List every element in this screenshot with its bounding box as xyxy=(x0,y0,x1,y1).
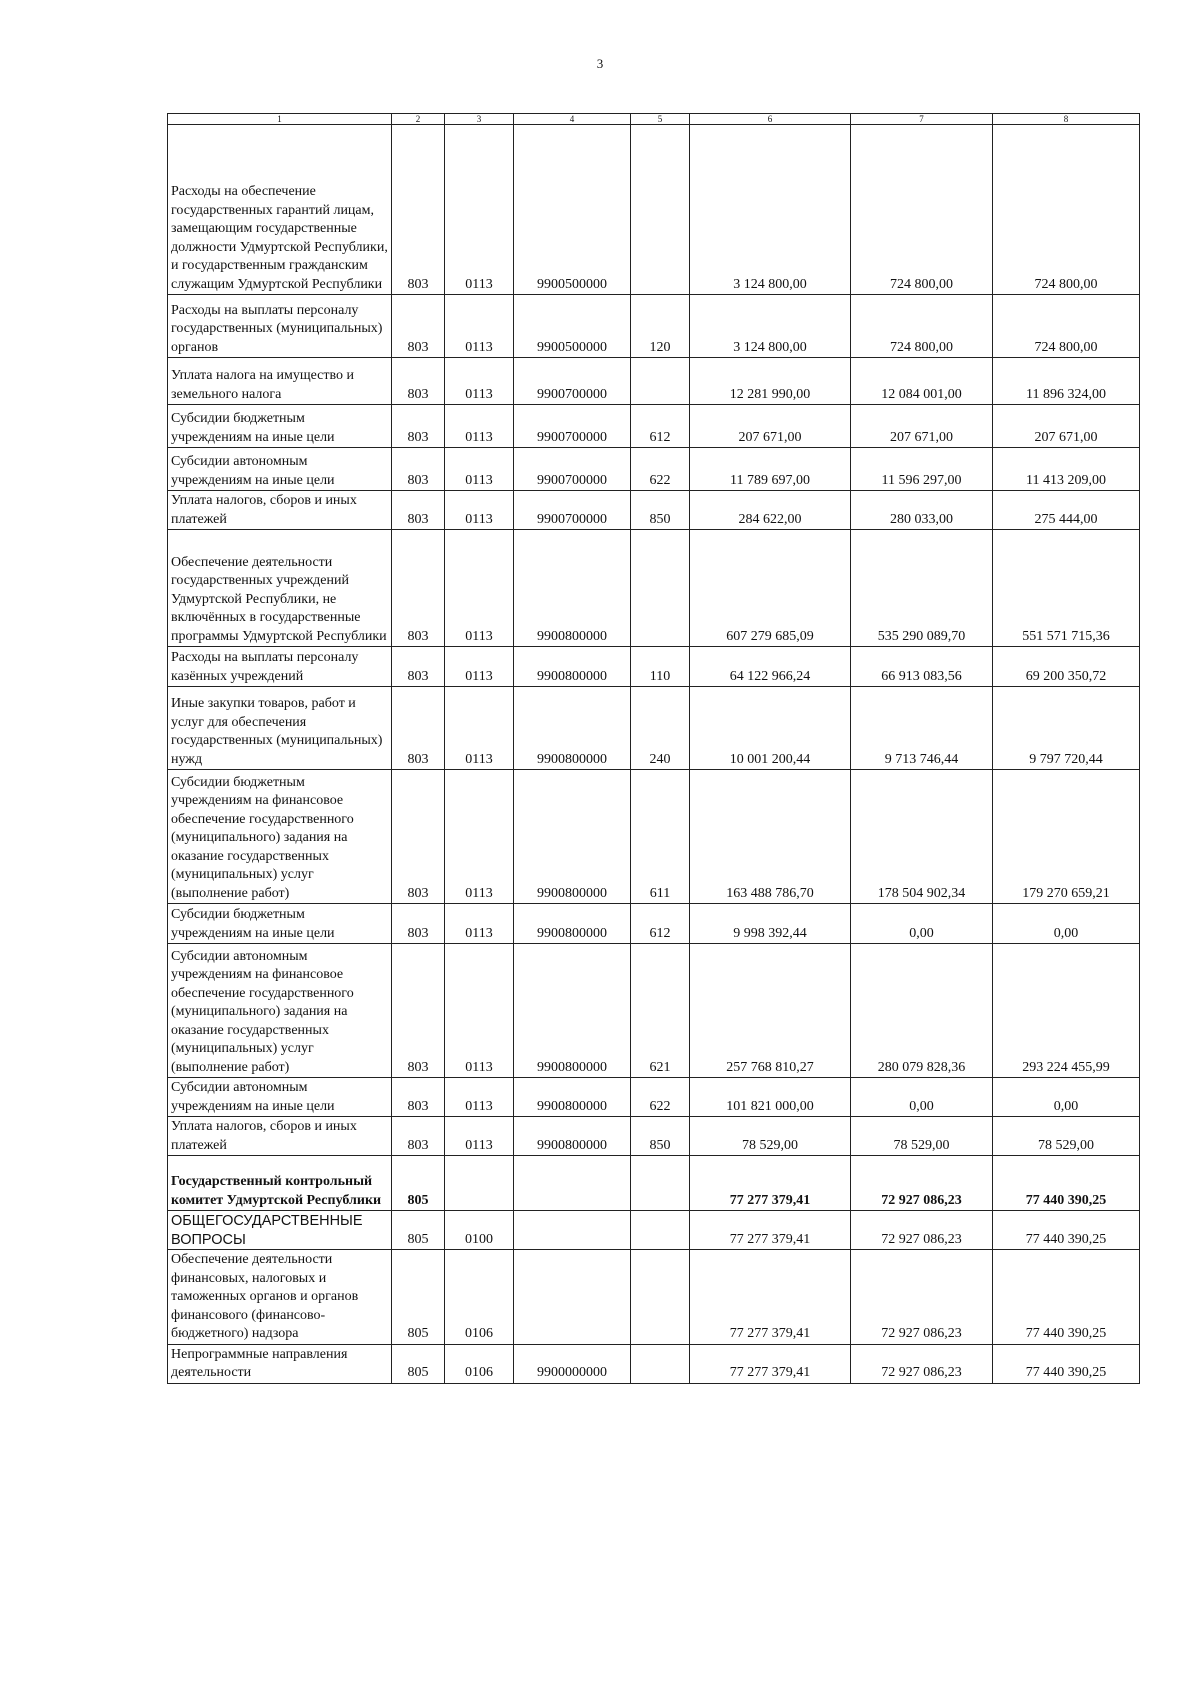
row-name-cell: Государственный контрольный комитет Удмуртской Республики xyxy=(168,1156,392,1211)
target-article-cell: 9900700000 xyxy=(514,405,631,448)
ministry-code-cell: 805 xyxy=(392,1211,445,1250)
section-code-cell: 0113 xyxy=(445,904,514,944)
amount-year1-cell: 77 277 379,41 xyxy=(690,1156,851,1211)
section-code-cell: 0113 xyxy=(445,1117,514,1156)
row-name-cell: Субсидии автономным учреждениям на иные цели xyxy=(168,448,392,491)
ministry-code-cell: 803 xyxy=(392,1117,445,1156)
section-code-cell: 0106 xyxy=(445,1344,514,1383)
header-row xyxy=(168,114,1140,125)
section-code-cell: 0113 xyxy=(445,448,514,491)
table-row xyxy=(168,904,1140,944)
amount-year1-cell: 607 279 685,09 xyxy=(690,530,851,647)
expense-type-cell: 622 xyxy=(631,448,690,491)
expense-type-cell: 612 xyxy=(631,904,690,944)
ministry-code-cell: 803 xyxy=(392,530,445,647)
target-article-cell xyxy=(514,1211,631,1250)
amount-year2-cell: 66 913 083,56 xyxy=(851,647,993,687)
amount-year2-cell: 207 671,00 xyxy=(851,405,993,448)
table-row xyxy=(168,530,1140,647)
amount-year1-cell: 9 998 392,44 xyxy=(690,904,851,944)
amount-year2-cell: 0,00 xyxy=(851,1078,993,1117)
amount-year3-cell: 78 529,00 xyxy=(993,1117,1140,1156)
amount-year3-cell: 207 671,00 xyxy=(993,405,1140,448)
expense-type-cell xyxy=(631,530,690,647)
target-article-cell: 9900700000 xyxy=(514,491,631,530)
amount-year2-cell: 72 927 086,23 xyxy=(851,1344,993,1383)
section-code-cell: 0100 xyxy=(445,1211,514,1250)
amount-year1-cell: 77 277 379,41 xyxy=(690,1211,851,1250)
expense-type-cell xyxy=(631,1156,690,1211)
ministry-code-cell: 803 xyxy=(392,904,445,944)
target-article-cell: 9900500000 xyxy=(514,125,631,295)
amount-year1-cell: 163 488 786,70 xyxy=(690,770,851,904)
amount-year1-cell: 77 277 379,41 xyxy=(690,1250,851,1345)
amount-year1-cell: 10 001 200,44 xyxy=(690,687,851,770)
row-name-cell: Субсидии автономным учреждениям на финансовое обеспечение государственного (муниципального) задания на оказание государственных (муниципальных) услуг (выполнение работ) xyxy=(168,944,392,1078)
table-row xyxy=(168,405,1140,448)
amount-year1-cell: 11 789 697,00 xyxy=(690,448,851,491)
amount-year2-cell: 178 504 902,34 xyxy=(851,770,993,904)
section-code-cell: 0113 xyxy=(445,358,514,405)
row-name-cell: Субсидии автономным учреждениям на иные цели xyxy=(168,1078,392,1117)
amount-year3-cell: 77 440 390,25 xyxy=(993,1250,1140,1345)
row-name-cell: Субсидии бюджетным учреждениям на иные цели xyxy=(168,405,392,448)
table-row xyxy=(168,770,1140,904)
amount-year2-cell: 72 927 086,23 xyxy=(851,1211,993,1250)
amount-year1-cell: 207 671,00 xyxy=(690,405,851,448)
amount-year2-cell: 9 713 746,44 xyxy=(851,687,993,770)
page-number: 3 xyxy=(596,56,604,71)
amount-year3-cell: 551 571 715,36 xyxy=(993,530,1140,647)
amount-year1-cell: 3 124 800,00 xyxy=(690,295,851,358)
amount-year2-cell: 78 529,00 xyxy=(851,1117,993,1156)
amount-year2-cell: 280 079 828,36 xyxy=(851,944,993,1078)
row-name-cell: Субсидии бюджетным учреждениям на финансовое обеспечение государственного (муниципального) задания на оказание государственных (муниципальных) услуг (выполнение работ) xyxy=(168,770,392,904)
row-name-cell: ОБЩЕГОСУДАРСТВЕННЫЕ ВОПРОСЫ xyxy=(168,1211,392,1250)
amount-year3-cell: 77 440 390,25 xyxy=(993,1344,1140,1383)
row-name-cell: Расходы на выплаты персоналу государственных (муниципальных) органов xyxy=(168,295,392,358)
expense-type-cell: 850 xyxy=(631,491,690,530)
amount-year2-cell: 12 084 001,00 xyxy=(851,358,993,405)
amount-year2-cell: 535 290 089,70 xyxy=(851,530,993,647)
amount-year3-cell: 0,00 xyxy=(993,1078,1140,1117)
target-article-cell: 9900800000 xyxy=(514,1078,631,1117)
section-code-cell: 0113 xyxy=(445,491,514,530)
expense-type-cell xyxy=(631,1250,690,1345)
table-row xyxy=(168,491,1140,530)
section-code-cell: 0113 xyxy=(445,687,514,770)
row-name-cell: Иные закупки товаров, работ и услуг для обеспечения государственных (муниципальных) нужд xyxy=(168,687,392,770)
amount-year3-cell: 69 200 350,72 xyxy=(993,647,1140,687)
ministry-code-cell: 803 xyxy=(392,647,445,687)
expense-type-cell xyxy=(631,1211,690,1250)
target-article-cell: 9900700000 xyxy=(514,358,631,405)
ministry-code-cell: 805 xyxy=(392,1344,445,1383)
table-row xyxy=(168,358,1140,405)
ministry-code-cell: 803 xyxy=(392,491,445,530)
table-header xyxy=(168,114,1140,125)
amount-year2-cell: 724 800,00 xyxy=(851,125,993,295)
row-name-cell: Уплата налога на имущество и земельного налога xyxy=(168,358,392,405)
amount-year1-cell: 257 768 810,27 xyxy=(690,944,851,1078)
amount-year3-cell: 11 896 324,00 xyxy=(993,358,1140,405)
section-code-cell: 0113 xyxy=(445,944,514,1078)
amount-year3-cell: 77 440 390,25 xyxy=(993,1156,1140,1211)
amount-year2-cell: 72 927 086,23 xyxy=(851,1250,993,1345)
target-article-cell: 9900800000 xyxy=(514,904,631,944)
target-article-cell: 9900800000 xyxy=(514,1117,631,1156)
header-cell: 2 xyxy=(392,114,445,125)
target-article-cell: 9900500000 xyxy=(514,295,631,358)
ministry-code-cell: 805 xyxy=(392,1250,445,1345)
target-article-cell xyxy=(514,1156,631,1211)
row-name-cell: Субсидии бюджетным учреждениям на иные цели xyxy=(168,904,392,944)
ministry-code-cell: 805 xyxy=(392,1156,445,1211)
amount-year3-cell: 724 800,00 xyxy=(993,125,1140,295)
amount-year3-cell: 179 270 659,21 xyxy=(993,770,1140,904)
table-row xyxy=(168,1156,1140,1211)
table-row xyxy=(168,647,1140,687)
expense-type-cell: 850 xyxy=(631,1117,690,1156)
section-code-cell: 0113 xyxy=(445,770,514,904)
amount-year2-cell: 0,00 xyxy=(851,904,993,944)
amount-year3-cell: 0,00 xyxy=(993,904,1140,944)
header-cell: 1 xyxy=(168,114,392,125)
target-article-cell: 9900800000 xyxy=(514,770,631,904)
amount-year1-cell: 64 122 966,24 xyxy=(690,647,851,687)
table-row xyxy=(168,1344,1140,1383)
amount-year1-cell: 12 281 990,00 xyxy=(690,358,851,405)
row-name-cell: Непрограммные направления деятельности xyxy=(168,1344,392,1383)
ministry-code-cell: 803 xyxy=(392,687,445,770)
table-row xyxy=(168,687,1140,770)
section-code-cell: 0106 xyxy=(445,1250,514,1345)
target-article-cell: 9900700000 xyxy=(514,448,631,491)
ministry-code-cell: 803 xyxy=(392,125,445,295)
amount-year2-cell: 11 596 297,00 xyxy=(851,448,993,491)
section-code-cell: 0113 xyxy=(445,405,514,448)
amount-year1-cell: 101 821 000,00 xyxy=(690,1078,851,1117)
amount-year3-cell: 724 800,00 xyxy=(993,295,1140,358)
target-article-cell: 9900800000 xyxy=(514,944,631,1078)
ministry-code-cell: 803 xyxy=(392,1078,445,1117)
ministry-code-cell: 803 xyxy=(392,448,445,491)
table-row xyxy=(168,125,1140,295)
amount-year1-cell: 78 529,00 xyxy=(690,1117,851,1156)
ministry-code-cell: 803 xyxy=(392,944,445,1078)
ministry-code-cell: 803 xyxy=(392,358,445,405)
target-article-cell: 9900800000 xyxy=(514,530,631,647)
target-article-cell xyxy=(514,1250,631,1345)
row-name-cell: Уплата налогов, сборов и иных платежей xyxy=(168,491,392,530)
amount-year1-cell: 3 124 800,00 xyxy=(690,125,851,295)
row-name-cell: Обеспечение деятельности финансовых, налоговых и таможенных органов и органов финансового (финансово-бюджетного) надзора xyxy=(168,1250,392,1345)
table-row xyxy=(168,1117,1140,1156)
table-row xyxy=(168,448,1140,491)
target-article-cell: 9900800000 xyxy=(514,687,631,770)
amount-year3-cell: 77 440 390,25 xyxy=(993,1211,1140,1250)
section-code-cell: 0113 xyxy=(445,1078,514,1117)
budget-table xyxy=(167,113,1140,1384)
amount-year1-cell: 284 622,00 xyxy=(690,491,851,530)
expense-type-cell: 120 xyxy=(631,295,690,358)
expense-type-cell xyxy=(631,1344,690,1383)
expense-type-cell: 621 xyxy=(631,944,690,1078)
expense-type-cell: 240 xyxy=(631,687,690,770)
table-row xyxy=(168,1211,1140,1250)
expense-type-cell: 110 xyxy=(631,647,690,687)
ministry-code-cell: 803 xyxy=(392,405,445,448)
expense-type-cell xyxy=(631,125,690,295)
table-row xyxy=(168,944,1140,1078)
table-row xyxy=(168,1078,1140,1117)
header-cell: 3 xyxy=(445,114,514,125)
target-article-cell: 9900800000 xyxy=(514,647,631,687)
row-name-cell: Уплата налогов, сборов и иных платежей xyxy=(168,1117,392,1156)
row-name-cell: Обеспечение деятельности государственных учреждений Удмуртской Республики, не включённых в государственные программы Удмуртской Республики xyxy=(168,530,392,647)
table-body xyxy=(168,125,1140,1384)
amount-year3-cell: 293 224 455,99 xyxy=(993,944,1140,1078)
header-cell: 5 xyxy=(631,114,690,125)
amount-year3-cell: 275 444,00 xyxy=(993,491,1140,530)
row-name-cell: Расходы на выплаты персоналу казённых учреждений xyxy=(168,647,392,687)
header-cell: 4 xyxy=(514,114,631,125)
row-name-cell: Расходы на обеспечение государственных гарантий лицам, замещающим государственные должности Удмуртской Республики, и государственным гражданским служащим Удмуртской Республики xyxy=(168,125,392,295)
amount-year1-cell: 77 277 379,41 xyxy=(690,1344,851,1383)
table-row xyxy=(168,1250,1140,1345)
header-cell: 8 xyxy=(993,114,1140,125)
header-cell: 7 xyxy=(851,114,993,125)
section-code-cell: 0113 xyxy=(445,647,514,687)
section-code-cell: 0113 xyxy=(445,530,514,647)
ministry-code-cell: 803 xyxy=(392,770,445,904)
amount-year2-cell: 280 033,00 xyxy=(851,491,993,530)
amount-year2-cell: 724 800,00 xyxy=(851,295,993,358)
target-article-cell: 9900000000 xyxy=(514,1344,631,1383)
amount-year3-cell: 11 413 209,00 xyxy=(993,448,1140,491)
amount-year2-cell: 72 927 086,23 xyxy=(851,1156,993,1211)
table-row xyxy=(168,295,1140,358)
section-code-cell: 0113 xyxy=(445,295,514,358)
header-cell: 6 xyxy=(690,114,851,125)
ministry-code-cell: 803 xyxy=(392,295,445,358)
expense-type-cell xyxy=(631,358,690,405)
expense-type-cell: 622 xyxy=(631,1078,690,1117)
expense-type-cell: 612 xyxy=(631,405,690,448)
amount-year3-cell: 9 797 720,44 xyxy=(993,687,1140,770)
section-code-cell: 0113 xyxy=(445,125,514,295)
expense-type-cell: 611 xyxy=(631,770,690,904)
section-code-cell xyxy=(445,1156,514,1211)
